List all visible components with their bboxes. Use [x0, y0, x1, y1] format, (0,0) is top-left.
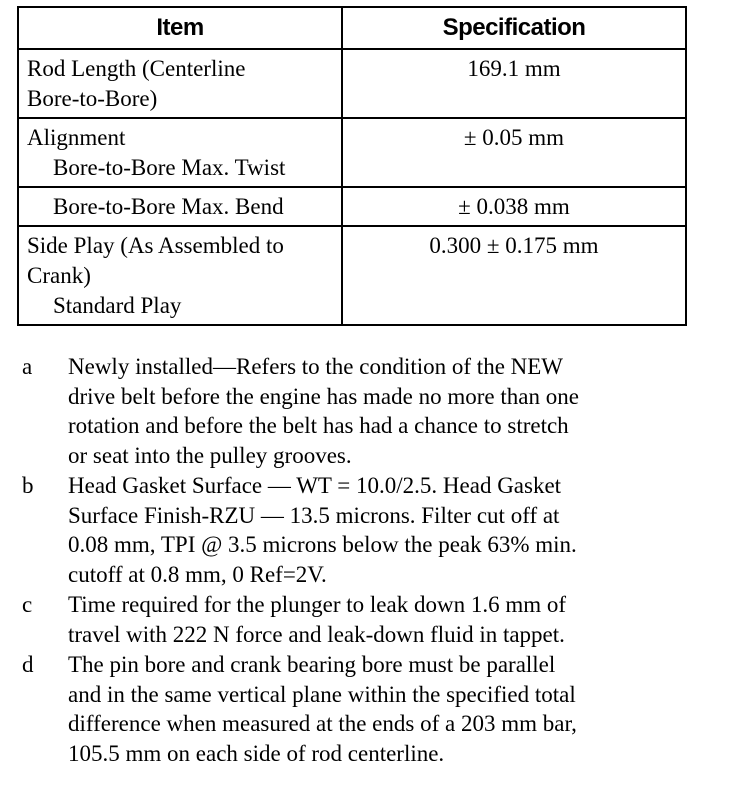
footnote-line: Newly installed—Refers to the condition of the NEW: [68, 354, 564, 379]
footnote-a: [22, 352, 722, 470]
twist-spec: ± 0.05 mm: [342, 118, 686, 187]
rod-length-spec: 169.1 mm: [342, 49, 686, 118]
rod-length-label-line1: Rod Length (Centerline: [27, 56, 246, 81]
footnote-text: [68, 471, 722, 589]
alignment-heading: Alignment: [27, 125, 126, 150]
footnote-d: [22, 650, 722, 768]
footnote-b: [22, 471, 722, 589]
footnote-line: rotation and before the belt has had a chance to stretch: [68, 413, 569, 438]
footnotes: [22, 352, 722, 769]
side-play-heading-line2: Crank): [27, 263, 91, 288]
table-header-row: [18, 7, 686, 49]
footnote-letter: a: [22, 354, 33, 379]
bend-label-cell: [18, 187, 342, 226]
footnote-line: Time required for the plunger to leak down 1.6 mm of: [68, 592, 567, 617]
footnote-line: Surface Finish-RZU — 13.5 microns. Filter cut off at: [68, 502, 560, 528]
twist-label: Bore-to-Bore Max. Twist: [53, 155, 286, 180]
footnote-text: [68, 590, 722, 649]
footnote-letter: b: [22, 473, 34, 498]
header-item: Item: [18, 7, 342, 49]
footnote-line: Head Gasket Surface — WT = 10.0/2.5. Head Gasket: [68, 473, 562, 498]
footnote-text: [68, 352, 722, 470]
table-row-bend: [18, 187, 686, 226]
rod-length-label: [18, 49, 342, 118]
footnote-text: [68, 650, 722, 768]
footnote-line: drive belt before the engine has made no more than one: [68, 383, 579, 409]
standard-play-spec: 0.300 ± 0.175 mm: [342, 226, 686, 325]
table-row-alignment-twist: [18, 118, 686, 187]
footnote-line: or seat into the pulley grooves.: [68, 442, 352, 468]
bend-spec: ± 0.038 mm: [342, 187, 686, 226]
side-play-heading-line1: Side Play (As Assembled to: [27, 233, 284, 258]
alignment-twist-label: [18, 118, 342, 187]
footnote-line: cutoff at 0.8 mm, 0 Ref=2V.: [68, 561, 327, 587]
footnote-line: travel with 222 N force and leak-down fluid in tappet.: [68, 621, 565, 647]
header-specification: Specification: [342, 7, 686, 49]
footnote-letter: c: [22, 592, 33, 617]
rod-length-label-line2: Bore-to-Bore): [27, 86, 158, 111]
footnote-line: 0.08 mm, TPI @ 3.5 microns below the peak 63% min.: [68, 532, 577, 557]
table-row-rod-length: [18, 49, 686, 118]
table-row-side-play: [18, 226, 686, 325]
footnote-c: [22, 590, 722, 649]
footnote-line: The pin bore and crank bearing bore must be parallel: [68, 652, 556, 677]
bend-label: Bore-to-Bore Max. Bend: [53, 194, 284, 219]
specification-table: [17, 6, 687, 326]
side-play-label: [18, 226, 342, 325]
footnote-line: 105.5 mm on each side of rod centerline.: [68, 740, 445, 766]
footnote-line: and in the same vertical plane within the specified total: [68, 681, 576, 707]
footnote-line: difference when measured at the ends of a 203 mm bar,: [68, 711, 577, 736]
standard-play-label: Standard Play: [53, 293, 182, 318]
footnote-letter: d: [22, 652, 34, 677]
